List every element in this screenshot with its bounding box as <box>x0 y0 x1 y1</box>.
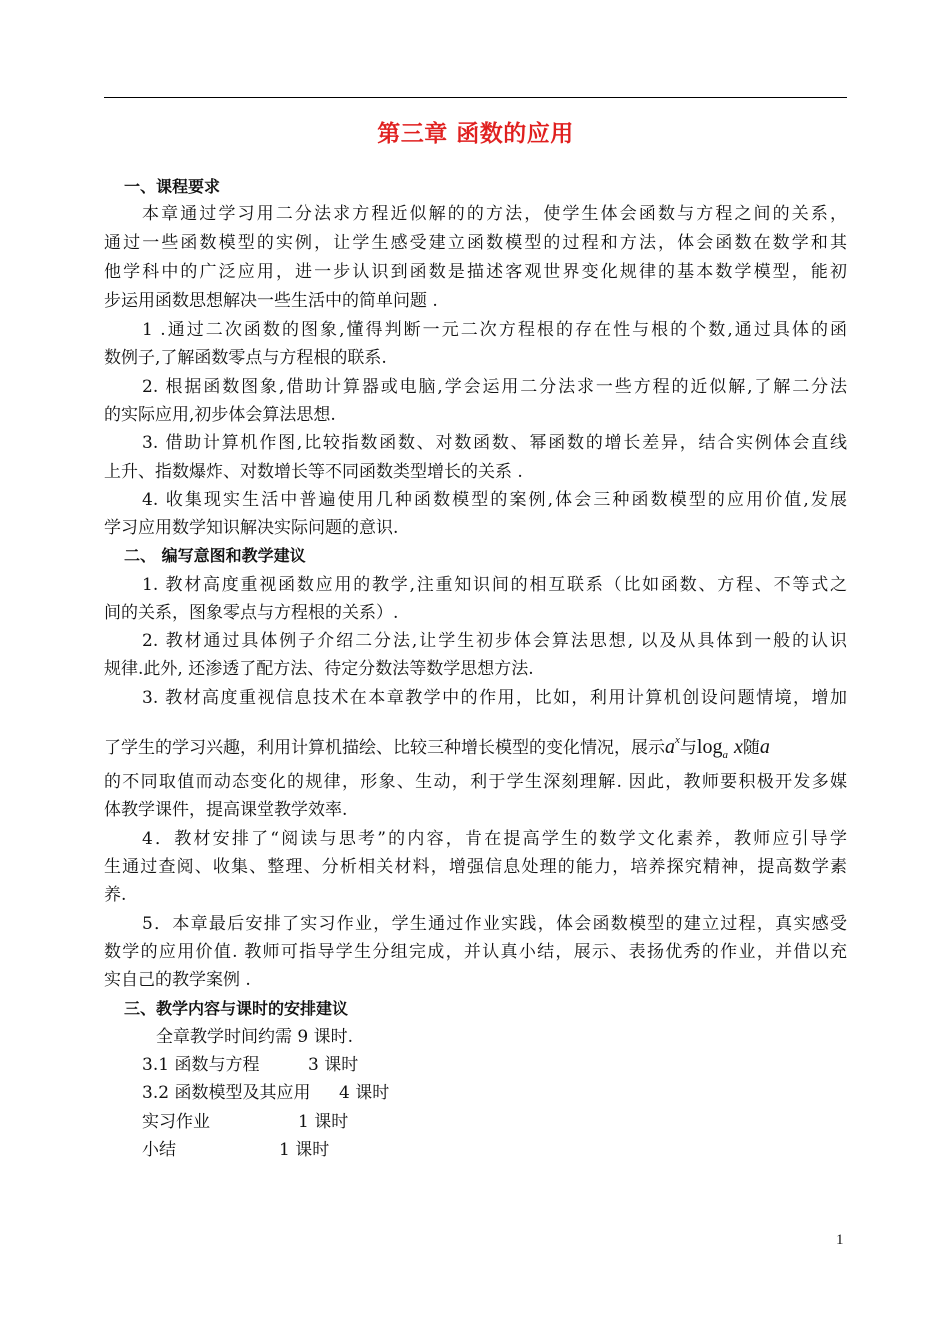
schedule-item-name: 小结 <box>142 1140 176 1160</box>
math-x: x <box>733 736 743 758</box>
math-follow-word: 随 <box>742 738 760 758</box>
advice-item-1: 1. 教材高度重视函数应用的教学,注重知识间的相互联系（比如函数、方程、不等式之 <box>142 575 847 595</box>
math-log-base: a <box>722 749 728 761</box>
advice-item-1-cont: 间的关系，图象零点与方程根的关系）. <box>104 603 399 623</box>
advice-item-5-cont: 数学的应用价值. 教师可指导学生分组完成，并认真小结，展示、表扬优秀的作业，并借以充 <box>104 942 847 962</box>
requirement-item-4-cont: 学习应用数学知识解决实际问题的意识. <box>104 518 399 538</box>
advice-item-3-cont: 的不同取值而动态变化的规律，形象、生动，利于学生深刻理解. 因此，教师要积极开发多媒 <box>104 772 847 792</box>
requirement-item-2-cont: 的实际应用,初步体会算法思想. <box>104 405 336 425</box>
math-connector: 与 <box>679 738 697 758</box>
advice-item-4: 4．教材安排了“阅读与思考”的内容，肯在提高学生的数学文化素养，教师应引导学 <box>142 829 847 849</box>
math-a: a <box>665 736 675 758</box>
schedule-item-name: 实习作业 <box>142 1112 210 1132</box>
advice-item-3-cont2: 体教学课件，提高课堂教学效率. <box>104 800 348 820</box>
requirement-item-1: 1 .通过二次函数的图象,懂得判断一元二次方程根的存在性与根的个数,通过具体的函 <box>142 320 847 340</box>
schedule-item-hours: 1 课时 <box>298 1112 349 1132</box>
requirement-item-3: 3. 借助计算机作图,比较指数函数、对数函数、幂函数的增长差异，结合实例体会直线 <box>142 433 847 453</box>
requirement-item-3-cont: 上升、指数爆炸、对数增长等不同函数类型增长的关系 . <box>104 462 523 482</box>
advice-item-3-text: 了学生的学习兴趣，利用计算机描绘、比较三种增长模型的变化情况，展示 <box>104 738 665 758</box>
schedule-item-name: 3.2 函数模型及其应用 <box>142 1083 311 1103</box>
math-a-second: a <box>759 736 770 758</box>
section-heading-teaching-advice: 二、 编写意图和教学建议 <box>124 546 306 565</box>
paragraph-line: 本章通过学习用二分法求方程近似解的的方法，使学生体会函数与方程之间的关系， <box>142 204 847 224</box>
header-rule <box>104 97 847 98</box>
advice-item-3: 3. 教材高度重视信息技术在本章教学中的作用，比如，利用计算机创设问题情境，增加 <box>142 688 847 708</box>
page-title: 第三章 函数的应用 <box>377 121 574 147</box>
schedule-item-hours: 3 课时 <box>308 1055 359 1075</box>
paragraph-line: 步运用函数思想解决一些生活中的简单问题 . <box>104 291 438 311</box>
advice-item-5: 5．本章最后安排了实习作业，学生通过作业实践，体会函数模型的建立过程，真实感受 <box>142 914 847 934</box>
paragraph-line: 通过一些函数模型的实例，让学生感受建立函数模型的过程和方法，体会函数在数学和其 <box>104 233 847 253</box>
math-log: log <box>696 736 723 758</box>
math-x-superscript: x <box>675 734 680 746</box>
requirement-item-1-cont: 数例子,了解函数零点与方程根的联系. <box>104 348 387 368</box>
page-number: 1 <box>836 1232 844 1248</box>
schedule-item-hours: 4 课时 <box>339 1083 390 1103</box>
requirement-item-2: 2. 根据函数图象,借助计算器或电脑,学会运用二分法求一些方程的近似解,了解二分法 <box>142 377 847 397</box>
advice-item-2: 2. 教材通过具体例子介绍二分法,让学生初步体会算法思想, 以及从具体到一般的认识 <box>142 631 847 651</box>
schedule-item-name: 3.1 函数与方程 <box>142 1055 260 1075</box>
advice-item-3-math-line <box>104 728 847 767</box>
advice-item-4-cont: 生通过查阅、收集、整理、分析相关材料，增强信息处理的能力，培养探究精神，提高数学素 <box>104 857 847 877</box>
section-heading-schedule: 三、教学内容与课时的安排建议 <box>124 999 349 1018</box>
advice-item-2-cont: 规律.此外, 还渗透了配方法、待定分数法等数学思想方法. <box>104 659 534 679</box>
paragraph-line: 他学科中的广泛应用，进一步认识到函数是描述客观世界变化规律的基本数学模型，能初 <box>104 262 847 282</box>
total-hours: 全章教学时间约需 9 课时. <box>156 1027 354 1047</box>
section-heading-course-requirements: 一、课程要求 <box>124 177 221 196</box>
schedule-item-hours: 1 课时 <box>279 1140 330 1160</box>
advice-item-4-cont2: 养. <box>104 885 127 905</box>
requirement-item-4: 4. 收集现实生活中普遍使用几种函数模型的案例,体会三种函数模型的应用价值,发展 <box>142 490 847 510</box>
advice-item-5-cont2: 实自己的教学案例 . <box>104 970 251 990</box>
